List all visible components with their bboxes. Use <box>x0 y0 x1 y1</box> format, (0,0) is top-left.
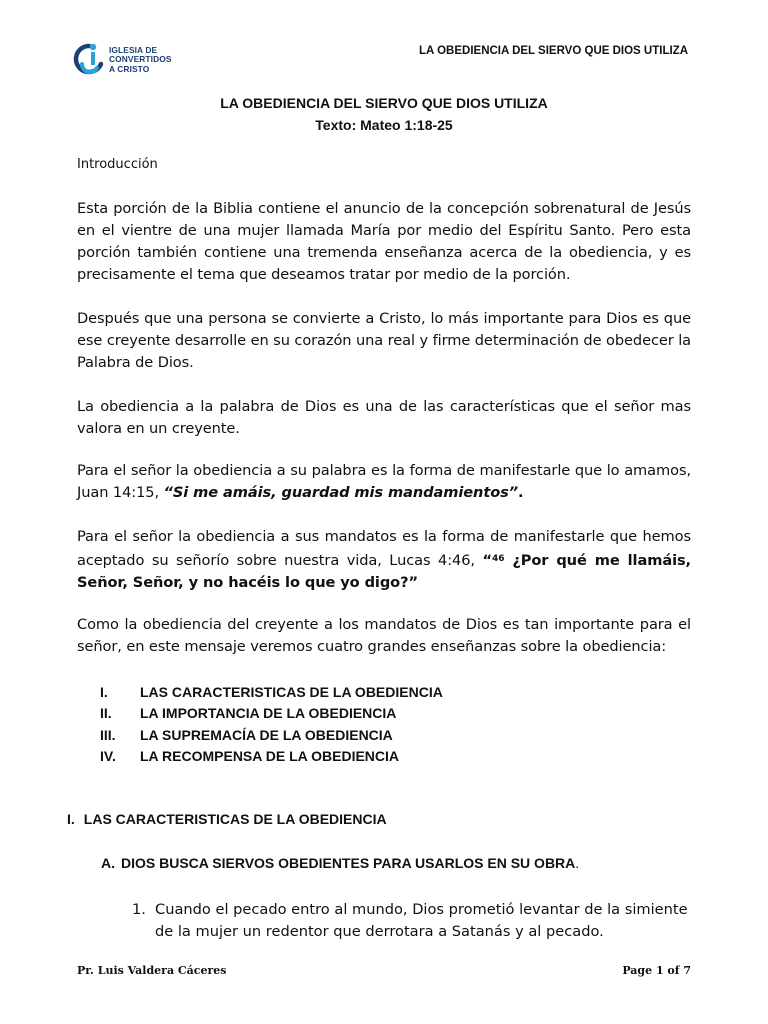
paragraph-2-text: Después que una persona se convierte a Cristo, lo más importante para Dios es que ese creyente desarrolle en su corazón una real y firme determinación de obedecer la Palabra de Dios. <box>77 310 691 371</box>
list-item <box>100 724 660 746</box>
paragraph-4-end: . <box>518 484 524 501</box>
paragraph-2 <box>77 308 691 374</box>
subsection-number: A. <box>101 855 115 871</box>
scripture-quote-juan: “Si me amáis, guardad mis mandamientos” <box>163 484 519 501</box>
list-item <box>100 681 660 703</box>
paragraph-4-text <box>77 460 691 504</box>
section-number: I. <box>67 811 75 827</box>
paragraph-1-text: Esta porción de la Biblia contiene el anuncio de la concepción sobrenatural de Jesús en el vientre de una mujer llamada María por medio del Espíritu Santo. Pero esta porción también contiene una tremenda enseñanza acerca de la obediencia, y es precisamente el tema que deseamos tratar por medio de la porción. <box>77 200 691 283</box>
paragraph-3-text: La obediencia a la palabra de Dios es una de las características que el señor mas valora en un creyente. <box>77 398 691 437</box>
logo-line-2: CONVERTIDOS <box>109 54 172 65</box>
scripture-quote-open: “ <box>482 552 493 569</box>
list-item-number: I. <box>100 683 108 700</box>
paragraph-6 <box>77 614 691 658</box>
church-logo <box>72 40 212 80</box>
subsection-title: DIOS BUSCA SIERVOS OBEDIENTES PARA USARLOS EN SU OBRA <box>121 855 576 871</box>
paragraph-4 <box>77 460 691 504</box>
intro-label: Introducción <box>77 157 158 172</box>
section-title: LAS CARACTERISTICAS DE LA OBEDIENCIA <box>83 811 387 827</box>
list-item-label: LA RECOMPENSA DE LA OBEDIENCIA <box>140 748 400 765</box>
list-item-number: IV. <box>100 748 116 765</box>
paragraph-5 <box>77 526 691 594</box>
list-item <box>100 746 660 768</box>
paragraph-5-text <box>77 526 691 594</box>
list-item-number: II. <box>100 705 112 722</box>
numbered-point <box>132 899 692 943</box>
document-subtitle: Texto: Mateo 1:18-25 <box>315 117 453 133</box>
list-item-label: LA SUPREMACÍA DE LA OBEDIENCIA <box>140 726 393 743</box>
paragraph-1 <box>77 198 691 286</box>
list-item-number: III. <box>100 726 116 743</box>
logo-line-3: A CRISTO <box>109 63 150 74</box>
paragraph-4-body: Para el señor la obediencia a su palabra es la forma de manifestarle que lo amamos, Juan 14:15, <box>77 462 691 501</box>
footer-page-number: Page 1 of 7 <box>622 964 691 977</box>
document-title: LA OBEDIENCIA DEL SIERVO QUE DIOS UTILIZA <box>220 95 548 111</box>
subsection-title-end: . <box>575 855 580 871</box>
church-logo-text <box>109 46 172 74</box>
logo-line-1: IGLESIA DE <box>109 44 158 55</box>
list-item-label: LA IMPORTANCIA DE LA OBEDIENCIA <box>140 705 397 722</box>
list-item-label: LAS CARACTERISTICAS DE LA OBEDIENCIA <box>140 683 443 700</box>
church-logo-icon <box>72 42 104 78</box>
paragraph-6-text: Como la obediencia del creyente a los mandatos de Dios es tan importante para el señor, en este mensaje veremos cuatro grandes enseñanzas sobre la obediencia: <box>77 616 691 655</box>
list-item <box>100 703 660 725</box>
numbered-point-text: Cuando el pecado entro al mundo, Dios prometió levantar de la simiente de la mujer un redentor que derrotara a Satanás y al pecado. <box>155 901 688 940</box>
section-heading <box>67 811 387 827</box>
paragraph-3 <box>77 396 691 440</box>
scripture-quote-lucas: ¿Por qué me llamáis, Señor, Señor, y no hacéis lo que yo digo?” <box>77 552 691 591</box>
footer-author: Pr. Luis Valdera Cáceres <box>77 964 227 977</box>
teachings-list <box>100 681 660 767</box>
verse-number: 46 <box>492 554 505 564</box>
subsection-heading <box>101 855 579 871</box>
running-header-title: LA OBEDIENCIA DEL SIERVO QUE DIOS UTILIZA <box>419 45 688 57</box>
paragraph-5-body: Para el señor la obediencia a sus mandatos es la forma de manifestarle que hemos aceptado su señorío sobre nuestra vida, Lucas 4:46, <box>77 528 691 569</box>
numbered-point-number: 1. <box>132 901 146 918</box>
